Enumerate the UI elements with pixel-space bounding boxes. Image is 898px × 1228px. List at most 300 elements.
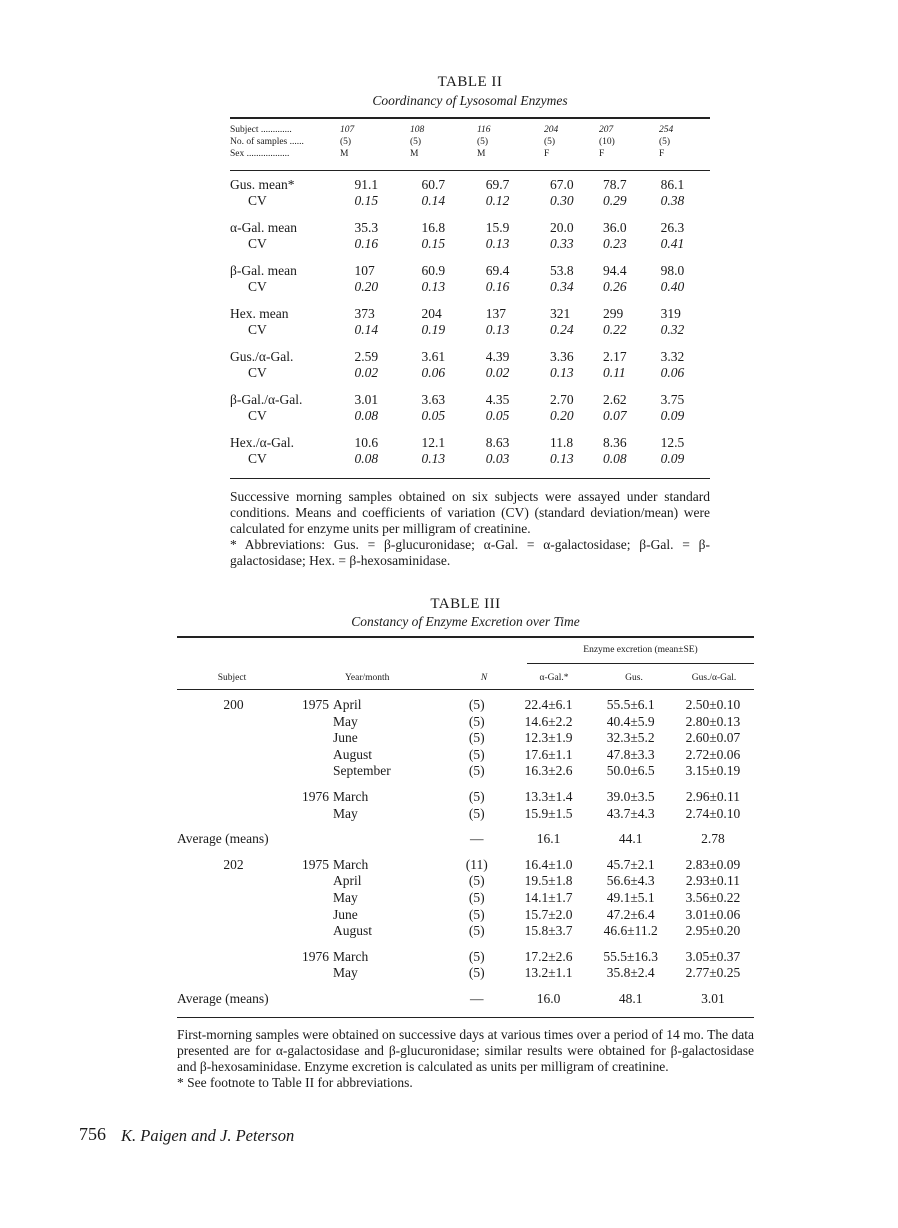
table-cell: (5) xyxy=(477,137,489,147)
table-cell: 2.95±0.20 xyxy=(685,923,741,939)
page-footer xyxy=(79,1124,295,1145)
table-cell: 0.33 xyxy=(549,236,574,251)
table-cell: 3.01±0.06 xyxy=(685,906,741,922)
table-cell: 0.20 xyxy=(549,408,574,423)
row-spacer xyxy=(177,982,754,991)
table-cell: 0.09 xyxy=(660,408,685,423)
table-row xyxy=(230,220,710,236)
table-cell: 2.80±0.13 xyxy=(685,713,741,729)
row-label: Hex. mean xyxy=(230,306,289,321)
table-row xyxy=(177,747,754,764)
sex-label: Sex .................. xyxy=(230,149,290,159)
page-number: 756 xyxy=(79,1124,106,1144)
table-row-cv xyxy=(230,236,710,252)
table2-bottom-rule xyxy=(230,478,710,479)
table-cell xyxy=(290,890,333,907)
table-cell: 2.93±0.11 xyxy=(685,873,740,889)
table-cell: 8.36 xyxy=(602,435,627,450)
table-cell: 0.13 xyxy=(549,451,574,466)
table-cell: 0.29 xyxy=(602,193,627,208)
table-cell: 0.06 xyxy=(660,365,685,380)
table-row xyxy=(177,965,754,982)
table-cell: 3.15±0.19 xyxy=(685,763,741,779)
table-cell: (5) xyxy=(544,137,556,147)
table-cell xyxy=(177,806,290,823)
row-spacer xyxy=(230,295,710,306)
table-cell: 0.03 xyxy=(485,451,510,466)
table-cell: 2.70 xyxy=(549,392,574,407)
col-agal: α-Gal.* xyxy=(539,673,569,683)
table-cell: M xyxy=(477,149,486,159)
table-cell: May xyxy=(333,889,358,905)
table-cell: (5) xyxy=(468,788,485,804)
table-cell: (5) xyxy=(468,697,485,712)
table-row-cv xyxy=(230,365,710,381)
table-cell: 47.8±3.3 xyxy=(606,746,655,762)
table-cell: (5) xyxy=(340,137,352,147)
table-cell: 319 xyxy=(660,306,681,321)
table-row xyxy=(177,890,754,907)
table2-subtitle: Coordinancy of Lysosomal Enzymes xyxy=(372,93,568,108)
table-cell: 0.16 xyxy=(354,236,379,251)
row-label: β-Gal. mean xyxy=(230,263,297,278)
table-cell: 15.7±2.0 xyxy=(524,906,573,922)
table-cell: 3.01 xyxy=(354,392,379,407)
table-cell xyxy=(177,747,290,764)
table-cell: March xyxy=(333,788,369,804)
table-cell: M xyxy=(410,149,419,159)
cv-label: CV xyxy=(248,322,267,337)
table3-spanner: Enzyme excretion (mean±SE) xyxy=(583,645,698,655)
table3-subtitle: Constancy of Enzyme Excretion over Time xyxy=(351,614,580,629)
table-row xyxy=(177,907,754,924)
table-row xyxy=(230,306,710,322)
table-cell xyxy=(290,907,333,924)
table-cell: 78.7 xyxy=(602,177,627,192)
table-cell: 69.7 xyxy=(485,177,510,192)
table-cell: 4.35 xyxy=(485,392,510,407)
table-cell: (5) xyxy=(468,746,485,762)
table-cell: 2.77±0.25 xyxy=(685,965,741,981)
table-cell: (5) xyxy=(468,889,485,905)
table2-sex-row xyxy=(230,148,710,160)
row-label: Gus. mean* xyxy=(230,177,295,192)
table-cell: 50.0±6.5 xyxy=(606,763,655,779)
table-cell: (5) xyxy=(468,965,485,981)
row-spacer xyxy=(230,338,710,349)
table-cell: 0.22 xyxy=(602,322,627,337)
table-cell: 0.30 xyxy=(549,193,574,208)
table-cell xyxy=(290,763,333,780)
table-row xyxy=(177,714,754,731)
table-cell: May xyxy=(333,713,358,729)
table-cell xyxy=(290,747,333,764)
table-cell: 48.1 xyxy=(618,990,643,1006)
table-cell: 60.7 xyxy=(421,177,446,192)
table-cell xyxy=(290,806,333,823)
table2-header-rule xyxy=(230,170,710,171)
row-spacer xyxy=(177,822,754,831)
table-cell: 2.83±0.09 xyxy=(685,856,741,872)
table-cell: 107 xyxy=(354,263,375,278)
table-cell: 0.07 xyxy=(602,408,627,423)
table-cell: 16.3±2.6 xyxy=(524,763,573,779)
table-cell: 0.32 xyxy=(660,322,685,337)
table-cell: 3.75 xyxy=(660,392,685,407)
table-cell: 200 xyxy=(223,697,244,712)
table-cell: M xyxy=(340,149,349,159)
cv-label: CV xyxy=(248,193,267,208)
table-row xyxy=(177,923,754,940)
table-row-cv xyxy=(230,193,710,209)
table-cell: 0.14 xyxy=(421,193,446,208)
table2-samples-row xyxy=(230,136,710,148)
table-cell: 2.96±0.11 xyxy=(685,788,740,804)
table-cell: 0.40 xyxy=(660,279,685,294)
table-cell: 13.2±1.1 xyxy=(524,965,573,981)
table-cell: 0.02 xyxy=(354,365,379,380)
table2-body xyxy=(230,177,710,467)
table2-subject-row xyxy=(230,124,710,136)
table-cell: 1976 xyxy=(302,948,330,964)
table-cell: Average (means) xyxy=(177,831,269,847)
table-cell: 40.4±5.9 xyxy=(606,713,655,729)
table-cell: 0.05 xyxy=(421,408,446,423)
table-cell xyxy=(177,965,290,982)
table-cell: 12.3±1.9 xyxy=(524,730,573,746)
table-row-cv xyxy=(230,451,710,467)
table-cell: 44.1 xyxy=(618,831,643,847)
table-cell: 0.14 xyxy=(354,322,379,337)
table-cell xyxy=(177,949,290,966)
table-row xyxy=(177,789,754,806)
table-row xyxy=(177,697,754,714)
table-cell: F xyxy=(544,149,550,159)
row-spacer xyxy=(230,209,710,220)
table-cell: (5) xyxy=(410,137,422,147)
table-cell: May xyxy=(333,965,358,981)
table-cell: 0.20 xyxy=(354,279,379,294)
table-cell: 0.08 xyxy=(354,451,379,466)
table-cell: (5) xyxy=(468,730,485,746)
table-cell xyxy=(290,965,333,982)
table-row xyxy=(177,873,754,890)
cv-label: CV xyxy=(248,236,267,251)
table-cell: 49.1±5.1 xyxy=(606,889,655,905)
table3-footnote xyxy=(177,1027,754,1091)
table-cell: 98.0 xyxy=(660,263,685,278)
table-cell xyxy=(290,714,333,731)
table-cell: 12.5 xyxy=(660,435,685,450)
table-cell: (10) xyxy=(599,137,615,147)
table-cell: 4.39 xyxy=(485,349,510,364)
table-cell xyxy=(290,730,333,747)
table-cell xyxy=(177,890,290,907)
table2-footnote-text: Successive morning samples obtained on six subjects were assayed under standard conditions. Means and coefficients of variation (CV) (standard deviation/mean) were calculated for enzyme units per milligram of creatinine. xyxy=(230,489,710,536)
table-cell: 8.63 xyxy=(485,435,510,450)
row-spacer xyxy=(230,252,710,263)
table-cell: 67.0 xyxy=(549,177,574,192)
table-cell: 3.61 xyxy=(421,349,446,364)
table-cell: (5) xyxy=(468,906,485,922)
table-cell: 0.15 xyxy=(421,236,446,251)
col-n: N xyxy=(480,673,488,683)
cv-label: CV xyxy=(248,408,267,423)
table3-header-rule xyxy=(177,689,754,690)
table-cell: 16.1 xyxy=(536,831,561,847)
table-cell: (5) xyxy=(468,873,485,889)
table-cell: 0.12 xyxy=(485,193,510,208)
table-cell: 36.0 xyxy=(602,220,627,235)
table-row xyxy=(230,177,710,193)
table-cell xyxy=(177,730,290,747)
row-spacer xyxy=(230,381,710,392)
table-cell: 0.16 xyxy=(485,279,510,294)
subject-label: Subject ............. xyxy=(230,125,292,135)
table-cell: 3.01 xyxy=(701,990,725,1006)
table-cell: — xyxy=(470,990,484,1006)
table-row-cv xyxy=(230,408,710,424)
table-cell: 0.34 xyxy=(549,279,574,294)
table-cell: 2.62 xyxy=(602,392,627,407)
row-spacer xyxy=(177,940,754,949)
table-cell xyxy=(177,763,290,780)
table-cell: 13.3±1.4 xyxy=(524,788,573,804)
table-cell: 47.2±6.4 xyxy=(606,906,655,922)
table-row xyxy=(230,349,710,365)
table-row xyxy=(177,831,754,848)
table-cell xyxy=(290,873,333,890)
table-cell: 43.7±4.3 xyxy=(606,805,655,821)
table3-body xyxy=(177,697,754,1008)
table-cell: 91.1 xyxy=(354,177,379,192)
table2-abbreviations: * Abbreviations: Gus. = β-glucuronidase; α-Gal. = α-galactosidase; β-Gal. = β-galactosidase; Hex. = β-hexosaminidase. xyxy=(230,537,710,568)
table-cell: 56.6±4.3 xyxy=(606,873,655,889)
table-cell: June xyxy=(333,730,358,746)
table-cell: 2.17 xyxy=(602,349,627,364)
row-spacer xyxy=(177,780,754,789)
table-cell: 11.8 xyxy=(549,435,574,450)
table-cell: 2.50±0.10 xyxy=(685,697,741,712)
table2-top-rule xyxy=(230,117,710,119)
table-cell xyxy=(177,907,290,924)
table-cell: Average (means) xyxy=(177,990,269,1006)
col-ratio: Gus./α-Gal. xyxy=(691,673,737,683)
table-cell: April xyxy=(333,697,362,712)
table-cell: 19.5±1.8 xyxy=(524,873,573,889)
table-row xyxy=(230,392,710,408)
row-spacer xyxy=(177,848,754,857)
table-cell: May xyxy=(333,805,358,821)
table-cell: 0.09 xyxy=(660,451,685,466)
table-cell: 116 xyxy=(477,125,491,135)
table-cell: 202 xyxy=(223,856,244,872)
table-cell: 0.15 xyxy=(354,193,379,208)
table-cell: — xyxy=(470,831,484,847)
table-cell: 16.8 xyxy=(421,220,446,235)
table-cell: 204 xyxy=(544,125,559,135)
table-cell: 32.3±5.2 xyxy=(606,730,655,746)
table-cell: 0.08 xyxy=(602,451,627,466)
table-cell: 86.1 xyxy=(660,177,685,192)
table-cell: March xyxy=(333,856,369,872)
table-cell: 0.19 xyxy=(421,322,446,337)
table-row xyxy=(177,730,754,747)
table-cell: 0.02 xyxy=(485,365,510,380)
cv-label: CV xyxy=(248,365,267,380)
table-cell: June xyxy=(333,906,358,922)
table-cell: 0.38 xyxy=(660,193,685,208)
table-cell: 1976 xyxy=(302,788,330,804)
table-cell: 373 xyxy=(354,306,375,321)
table-cell: 17.2±2.6 xyxy=(524,948,573,964)
table-row xyxy=(230,435,710,451)
row-spacer xyxy=(230,424,710,435)
table2-title: TABLE II xyxy=(437,74,503,90)
table-cell: 46.6±11.2 xyxy=(603,923,658,939)
table-row xyxy=(177,857,754,874)
table-cell: (5) xyxy=(468,805,485,821)
table-cell: 0.23 xyxy=(602,236,627,251)
table-cell: 15.8±3.7 xyxy=(524,923,573,939)
table-cell: 55.5±16.3 xyxy=(603,948,659,964)
table-cell: 2.72±0.06 xyxy=(685,746,741,762)
table-cell: 0.11 xyxy=(602,365,626,380)
col-gus: Gus. xyxy=(625,673,643,683)
table-row xyxy=(177,991,754,1008)
table-row xyxy=(177,949,754,966)
table-row-cv xyxy=(230,279,710,295)
table-cell: 0.13 xyxy=(485,236,510,251)
table-cell: August xyxy=(333,923,373,939)
table-row xyxy=(177,806,754,823)
table-cell: 321 xyxy=(549,306,571,321)
table-cell xyxy=(177,714,290,731)
table-cell: 3.36 xyxy=(549,349,574,364)
table3-spanner-rule xyxy=(527,663,754,664)
table-cell: 1975 xyxy=(302,856,330,872)
cv-label: CV xyxy=(248,279,267,294)
table-row xyxy=(230,263,710,279)
table3-bottom-rule xyxy=(177,1017,754,1018)
table-cell: 0.26 xyxy=(602,279,627,294)
row-label: Gus./α-Gal. xyxy=(230,349,294,364)
table-cell: 0.41 xyxy=(660,236,685,251)
table-cell: 14.6±2.2 xyxy=(524,713,573,729)
table-cell xyxy=(177,923,290,940)
table-cell: 12.1 xyxy=(421,435,446,450)
col-subject: Subject xyxy=(217,673,247,683)
cv-label: CV xyxy=(248,451,267,466)
table-cell: (5) xyxy=(659,137,671,147)
table-cell: September xyxy=(333,763,391,779)
table-cell: 0.08 xyxy=(354,408,379,423)
table-cell: 3.05±0.37 xyxy=(685,948,741,964)
table-cell: August xyxy=(333,746,373,762)
table-cell: March xyxy=(333,948,369,964)
table-cell: 35.8±2.4 xyxy=(606,965,655,981)
table-cell: April xyxy=(333,873,362,889)
table-cell: 20.0 xyxy=(549,220,574,235)
table-row-cv xyxy=(230,322,710,338)
table-cell: 35.3 xyxy=(354,220,379,235)
table2-header xyxy=(230,124,710,160)
table-cell: 299 xyxy=(602,306,624,321)
table-cell xyxy=(177,789,290,806)
table-cell: 53.8 xyxy=(549,263,574,278)
table-cell: F xyxy=(599,149,605,159)
table-cell: 254 xyxy=(659,125,674,135)
table-cell: 3.32 xyxy=(660,349,685,364)
table-cell: 60.9 xyxy=(421,263,446,278)
table-cell: 55.5±6.1 xyxy=(606,697,655,712)
row-label: Hex./α-Gal. xyxy=(230,435,295,450)
table-cell: 15.9±1.5 xyxy=(524,805,573,821)
col-yearmonth: Year/month xyxy=(345,673,390,683)
table-cell: 137 xyxy=(485,306,506,321)
table3-footnote-text: First-morning samples were obtained on successive days at various times over a period of 14 mo. The data presented are for α-galactosidase and β-glucuronidase; similar results were obtained for β-galactosidase and β-hexosaminidase. Enzyme excretion is calculated as units per milligram of creatinine. xyxy=(177,1027,754,1074)
table-cell: (11) xyxy=(465,856,488,872)
table-cell: 0.13 xyxy=(421,451,446,466)
table-cell: 0.24 xyxy=(549,322,574,337)
table-cell: 0.13 xyxy=(421,279,446,294)
table-cell: 0.05 xyxy=(485,408,510,423)
table3-abbreviations-note: * See footnote to Table II for abbreviations. xyxy=(177,1075,413,1090)
table-cell: 207 xyxy=(599,125,614,135)
table-cell xyxy=(177,873,290,890)
table-cell: 10.6 xyxy=(354,435,379,450)
table-cell: 16.0 xyxy=(536,990,561,1006)
row-label: β-Gal./α-Gal. xyxy=(230,392,303,407)
row-label: α-Gal. mean xyxy=(230,220,298,235)
table-cell: 22.4±6.1 xyxy=(524,697,573,712)
table-cell: 0.06 xyxy=(421,365,446,380)
table-cell: 107 xyxy=(340,125,355,135)
table-cell: F xyxy=(659,149,665,159)
table-cell: 108 xyxy=(410,125,425,135)
table-cell: 2.60±0.07 xyxy=(685,730,741,746)
table-cell: 3.63 xyxy=(421,392,446,407)
table-cell: 26.3 xyxy=(660,220,685,235)
table-cell: (5) xyxy=(468,713,485,729)
samples-label: No. of samples ...... xyxy=(230,137,304,147)
table-cell: (5) xyxy=(468,948,485,964)
table-cell: 15.9 xyxy=(485,220,510,235)
table-cell: 0.13 xyxy=(549,365,574,380)
table-cell: 204 xyxy=(421,306,442,321)
table-row xyxy=(177,763,754,780)
table3-top-rule xyxy=(177,636,754,638)
table-cell: 45.7±2.1 xyxy=(606,856,655,872)
table3-title: TABLE III xyxy=(430,596,501,612)
table3-header xyxy=(177,670,754,687)
table-cell: 0.13 xyxy=(485,322,510,337)
table-cell: 3.56±0.22 xyxy=(685,889,741,905)
table-cell: 17.6±1.1 xyxy=(524,746,573,762)
table-cell: (5) xyxy=(468,923,485,939)
table-cell: 69.4 xyxy=(485,263,510,278)
table-cell: 94.4 xyxy=(602,263,627,278)
table2-footnote xyxy=(230,489,710,569)
table-cell: 1975 xyxy=(302,697,330,712)
table-cell: 39.0±3.5 xyxy=(606,788,655,804)
table-cell xyxy=(290,923,333,940)
table-cell: 2.59 xyxy=(354,349,379,364)
table-cell: (5) xyxy=(468,763,485,779)
table3-header-row xyxy=(177,670,754,687)
table-cell: 16.4±1.0 xyxy=(524,856,573,872)
table-cell: 14.1±1.7 xyxy=(524,889,573,905)
